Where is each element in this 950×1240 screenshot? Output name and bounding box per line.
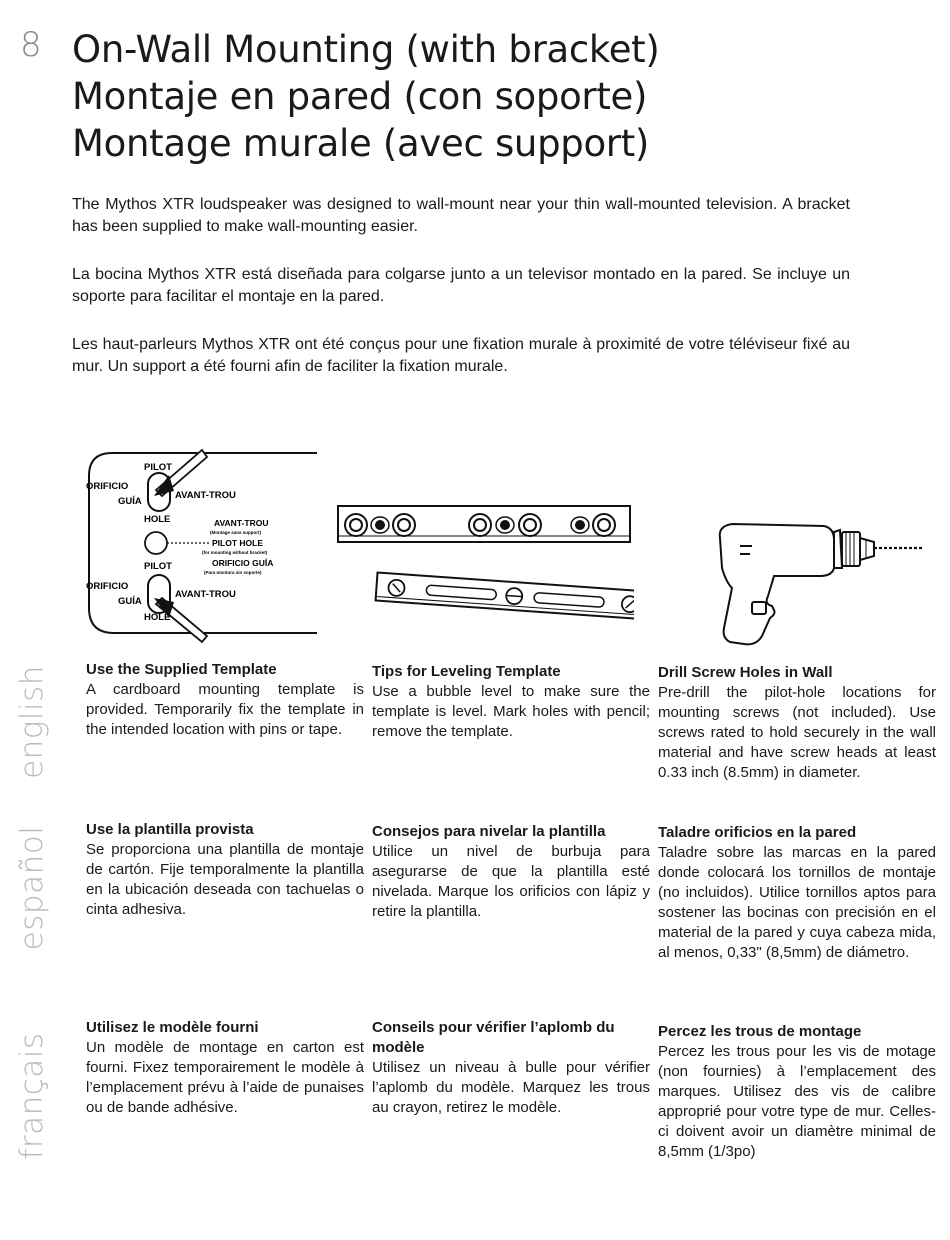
label-avant-trou-top: AVANT-TROU	[175, 490, 236, 501]
section-body: Se proporciona una plantilla de montaje de cartón. Fije temporalmente la plantilla en la ubicación deseada con tachuelas o cinta adhesiva.	[86, 841, 364, 918]
intro-spanish: La bocina Mythos XTR está diseñada para colgarse junto a un televisor montado en la pared. Se incluye un soporte para facilitar el montaje en la pared.	[72, 266, 850, 305]
section-body: Percez les trous pour les vis de motage (non fournies) à l’emplacement des marques. Utilisez des vis de calibre approprié pour votre type de mur. Celles-ci doivent avoir un diamètre minimal de 8,5mm (1/3po)	[658, 1043, 936, 1160]
drill-illustration	[712, 518, 937, 653]
title-french: Montage murale (avec support)	[72, 122, 650, 165]
legend-avant-trou-sub: (Montage sans support)	[210, 530, 262, 535]
bracket-and-level-illustration	[334, 498, 634, 633]
mounting-template-illustration	[84, 448, 319, 638]
section-heading: Tips for Leveling Template	[372, 663, 561, 680]
legend-orificio-guia-sub: (Para montura sin soporte)	[204, 570, 262, 575]
section-fr-drill	[658, 1022, 936, 1162]
section-heading: Percez les trous de montage	[658, 1023, 862, 1040]
section-fr-template	[86, 1018, 364, 1118]
section-es-template	[86, 820, 364, 920]
section-heading: Consejos para nivelar la plantilla	[372, 823, 606, 840]
section-body: A cardboard mounting template is provided. Temporarily fix the template in the intended location with pins or tape.	[86, 681, 364, 738]
intro-french: Les haut-parleurs Mythos XTR ont été conçus pour une fixation murale à proximité de votre téléviseur fixé au mur. Un support a été fourni afin de faciliter la fixation murale.	[72, 336, 850, 375]
section-body: Pre-drill the pilot-hole locations for mounting screws (not included). Use screws rated to hold securely in the wall material and have screw heads at least 0.33 inch (8.5mm) in diameter.	[658, 684, 936, 781]
label-hole-top: HOLE	[144, 514, 171, 525]
legend-orificio-guia: ORIFICIO GUÍA	[212, 558, 274, 568]
label-orificio-bottom: ORIFICIO	[86, 581, 129, 592]
page-title	[72, 26, 660, 167]
side-label-french: français	[14, 1032, 50, 1160]
legend-avant-trou: AVANT-TROU	[214, 518, 269, 528]
section-en-leveling	[372, 662, 650, 742]
label-guia-bottom: GUÍA	[118, 596, 142, 607]
section-heading: Use la plantilla provista	[86, 821, 254, 838]
section-heading: Utilisez le modèle fourni	[86, 1019, 259, 1036]
side-label-english: english	[14, 665, 50, 779]
section-body: Taladre sobre las marcas en la pared donde colocará los tornillos de montaje (no incluidos). Utilice tornillos aptos para sostener las bocinas con precisión en el material de la pared y cuya cabeza mida, al menos, 0,33" (8,5mm) de diámetro.	[658, 844, 936, 961]
section-es-leveling	[372, 822, 650, 922]
page-number: 8	[20, 25, 42, 65]
label-avant-trou-bottom: AVANT-TROU	[175, 589, 236, 600]
section-es-drill	[658, 823, 936, 963]
section-heading: Use the Supplied Template	[86, 661, 277, 678]
intro-english: The Mythos XTR loudspeaker was designed to wall-mount near your thin wall-mounted television. A bracket has been supplied to make wall-mounting easier.	[72, 196, 850, 235]
section-heading: Taladre orificios en la pared	[658, 824, 857, 841]
drill-icon	[720, 524, 922, 644]
section-heading: Drill Screw Holes in Wall	[658, 664, 833, 681]
label-hole-bottom: HOLE	[144, 612, 171, 623]
section-body: Utilisez un niveau à bulle pour vérifier l’aplomb du modèle. Marquez les trous au crayon, retirez le modèle.	[372, 1059, 650, 1116]
side-label-spanish: español	[14, 825, 50, 951]
label-pilot-bottom: PILOT	[144, 561, 172, 572]
section-heading: Conseils pour vérifier l’aplomb du modèle	[372, 1019, 615, 1056]
bubble-level-icon	[376, 573, 634, 620]
section-body: Un modèle de montage en carton est fourni. Fixez temporairement le modèle à l’emplacement prévu à l’aide de punaises ou de bande adhésive.	[86, 1039, 364, 1116]
section-body: Utilice un nivel de burbuja para asegurarse de que la plantilla esté nivelada. Marque los orificios con lápiz y retire la plantilla.	[372, 843, 650, 920]
section-en-drill	[658, 663, 936, 783]
label-guia-top: GUÍA	[118, 496, 142, 507]
title-english: On-Wall Mounting (with bracket)	[72, 28, 660, 71]
legend-pilot-hole: PILOT HOLE	[212, 538, 263, 548]
section-body: Use a bubble level to make sure the template is level. Mark holes with pencil; remove the template.	[372, 683, 650, 740]
section-fr-leveling	[372, 1018, 650, 1118]
label-pilot-top: PILOT	[144, 462, 172, 473]
section-en-template	[86, 660, 364, 740]
legend-pilot-hole-sub: (for mounting without bracket)	[202, 550, 268, 555]
title-spanish: Montaje en pared (con soporte)	[72, 75, 648, 118]
bracket-icon	[338, 506, 630, 542]
label-orificio-top: ORIFICIO	[86, 481, 129, 492]
